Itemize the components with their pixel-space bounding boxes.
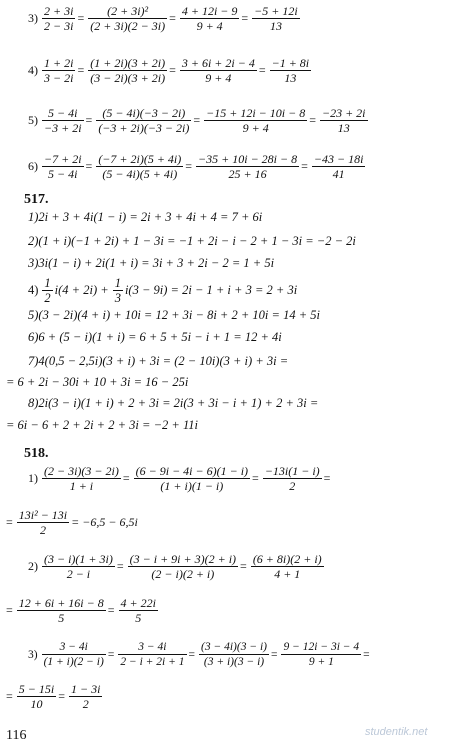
equation-line: 6)6 + (5 − i)(1 + i) = 6 + 5 + 5i − i + 1 = 12 + 4i <box>28 330 282 344</box>
numerator: 1 − 3i <box>71 682 101 696</box>
equation-row <box>6 682 104 711</box>
fraction <box>281 640 361 669</box>
expression: i(4 + 2i) + <box>54 283 109 297</box>
equation-row <box>6 508 140 537</box>
denominator: 5 − 4i <box>48 167 78 181</box>
equals-sign: = <box>323 471 331 485</box>
numerator: 3 − 4i <box>42 640 106 655</box>
equals-sign: = <box>363 648 370 661</box>
fraction <box>119 596 158 625</box>
denominator: 9 + 4 <box>196 19 223 33</box>
denominator: 3 <box>114 291 121 305</box>
equation-row <box>28 152 367 181</box>
denominator: 2 <box>39 523 46 537</box>
numerator: 2 + 3i <box>44 4 74 18</box>
equation-line: = 6 + 2i − 30i + 10 + 3i = 16 − 25i <box>6 375 189 389</box>
fraction <box>42 4 75 33</box>
denominator: (3 + i)(3 − i) <box>203 656 265 668</box>
fraction <box>17 596 106 625</box>
equation-row <box>28 106 370 135</box>
denominator: 5 <box>135 611 142 625</box>
numerator: (5 − 4i)(−3 − 2i) <box>96 106 191 121</box>
numerator: (−7 + 2i)(5 + 4i) <box>98 152 182 166</box>
numerator: (3 − i)(1 + 3i) <box>44 552 113 566</box>
equals-sign: = <box>188 648 195 661</box>
numerator: 1 <box>44 276 51 290</box>
fraction <box>42 152 84 181</box>
equals-sign: = <box>309 113 316 127</box>
fraction <box>42 464 121 493</box>
fraction <box>204 106 307 135</box>
denominator: 9 + 4 <box>205 71 232 85</box>
equals-sign: = <box>85 159 93 173</box>
equation-line: 3)3i(1 − i) + 2i(1 + i) = 3i + 3 + 2i − 2 = 1 + 5i <box>28 256 275 270</box>
fraction <box>42 56 75 85</box>
item-number: 5) <box>28 113 38 127</box>
fraction <box>42 552 115 581</box>
item-number: 6) <box>28 159 38 173</box>
denominator: 2 <box>82 697 89 711</box>
numerator: 4 + 12i − 9 <box>181 4 238 18</box>
item-number: 4) <box>28 63 38 77</box>
equals-sign: = <box>241 11 249 25</box>
expression: i(3 − 9i) = 2i − 1 + i + 3 = 2 + 3i <box>124 283 298 297</box>
fraction <box>196 152 299 181</box>
fraction <box>96 152 183 181</box>
numerator: (3 − i + 9i + 3)(2 + i) <box>129 552 237 566</box>
denominator: 10 <box>30 697 43 711</box>
denominator: 2 − i <box>66 567 91 581</box>
fraction <box>252 4 300 33</box>
numerator: (6 − 9i − 4i − 6)(1 − i) <box>135 464 249 478</box>
fraction <box>69 682 102 711</box>
equation-line: 1)2i + 3 + 4i(1 − i) = 2i + 3 + 4i + 4 = 7 + 6i <box>28 210 263 224</box>
numerator: −15 + 12i − 10i − 8 <box>206 106 306 120</box>
item-number: 4) <box>28 283 39 297</box>
numerator: (1 + 2i)(3 + 2i) <box>90 56 166 70</box>
numerator: (6 + 8i)(2 + i) <box>252 552 322 566</box>
denominator: 2 <box>44 291 51 305</box>
denominator: 1 + i <box>69 479 94 493</box>
equals-sign: = <box>116 559 124 573</box>
denominator: (5 − 4i)(5 + 4i) <box>102 167 178 181</box>
equation-row <box>28 4 302 33</box>
fraction <box>96 106 191 135</box>
equals-sign: = <box>6 515 13 529</box>
fraction-one-half <box>42 276 52 305</box>
equals-sign: = <box>185 159 193 173</box>
fraction <box>17 508 69 537</box>
numerator: −23 + 2i <box>321 106 366 120</box>
fraction <box>270 56 312 85</box>
denominator: 13 <box>337 121 350 135</box>
watermark: studentik.net <box>365 726 428 738</box>
denominator: (3 − 2i)(3 + 2i) <box>90 71 166 85</box>
fraction <box>251 552 324 581</box>
equals-sign: = <box>169 11 176 25</box>
denominator: 9 + 4 <box>242 121 269 135</box>
item-number: 2) <box>28 559 38 573</box>
exercise-518-heading: 518. <box>24 446 49 461</box>
equation-row <box>28 56 313 85</box>
equals-sign: = <box>193 113 201 127</box>
item-number: 3) <box>28 11 38 25</box>
equation-line: = 6i − 6 + 2 + 2i + 2 + 3i = −2 + 11i <box>6 418 199 432</box>
equals-sign: = <box>301 159 308 173</box>
numerator: −43 − 18i <box>313 152 364 166</box>
denominator: (2 + 3i)(2 − 3i) <box>90 19 166 33</box>
fraction <box>180 56 257 85</box>
item-number: 1) <box>28 471 38 485</box>
equals-sign: = <box>122 471 130 485</box>
numerator: −7 + 2i <box>44 152 82 166</box>
fraction <box>42 106 84 135</box>
equals-sign: = <box>107 603 115 617</box>
numerator: 5 − 4i <box>42 106 84 121</box>
equation-line: 7)4(0,5 − 2,5i)(3 + i) + 3i = (2 − 10i)(3 + i) + 3i = <box>28 354 289 368</box>
numerator: −35 + 10i − 28i − 8 <box>198 152 298 166</box>
page-number: 116 <box>6 728 27 743</box>
numerator: (2 + 3i)² <box>88 4 167 19</box>
numerator: 3 − 4i <box>118 640 186 655</box>
fraction-one-third <box>113 276 123 305</box>
denominator: 3 − 2i <box>44 71 74 85</box>
numerator: 3 + 6i + 2i − 4 <box>181 56 255 70</box>
numerator: −1 + 8i <box>271 56 310 70</box>
denominator: 25 + 16 <box>228 167 267 181</box>
fraction <box>128 552 238 581</box>
numerator: 1 + 2i <box>44 56 74 70</box>
denominator: (1 + i)(1 − i) <box>160 479 224 493</box>
fraction <box>320 106 368 135</box>
equals-sign: = <box>252 471 259 485</box>
denominator: −3 + 2i <box>44 121 82 135</box>
equals-sign: = <box>270 648 278 661</box>
fraction <box>312 152 366 181</box>
denominator: 5 <box>58 611 65 625</box>
numerator: −5 + 12i <box>254 4 298 18</box>
denominator: 13 <box>284 71 297 85</box>
numerator: 4 + 22i <box>120 596 156 610</box>
denominator: 2 <box>289 479 296 493</box>
equals-sign: = <box>77 63 85 77</box>
denominator: (−3 + 2i)(−3 − 2i) <box>98 121 190 135</box>
equals-sign: = <box>169 63 176 77</box>
fraction <box>199 640 269 669</box>
numerator: −13i(1 − i) <box>264 464 320 478</box>
fraction <box>17 682 56 711</box>
numerator: 13i² − 13i <box>18 508 68 522</box>
denominator: 9 + 1 <box>308 656 334 668</box>
denominator: 41 <box>332 167 345 181</box>
fraction <box>263 464 322 493</box>
equation-line: 8)2i(3 − i)(1 + i) + 2 + 3i = 2i(3 + 3i − i + 1) + 2 + 3i = <box>28 396 319 410</box>
fraction <box>180 4 240 33</box>
denominator: 4 + 1 <box>274 567 301 581</box>
equals-sign: = <box>240 559 247 573</box>
equals-sign: = <box>107 648 115 661</box>
equals-sign: = <box>6 603 13 617</box>
equals-sign: = <box>77 11 85 25</box>
expression: = −6,5 − 6,5i <box>71 515 138 529</box>
denominator: 13 <box>269 19 282 33</box>
denominator: 2 − i + 2i + 1 <box>120 656 185 668</box>
equation-row <box>28 640 372 669</box>
denominator: 2 − 3i <box>44 19 74 33</box>
denominator: (1 + i)(2 − i) <box>43 656 104 668</box>
equals-sign: = <box>258 63 266 77</box>
item-number: 3) <box>28 648 38 661</box>
equals-sign: = <box>6 689 13 703</box>
fraction <box>88 56 167 85</box>
equation-row <box>6 596 160 625</box>
numerator: 1 <box>114 276 121 290</box>
denominator: (2 − i)(2 + i) <box>151 567 215 581</box>
equation-row <box>28 276 299 305</box>
fraction <box>42 640 106 669</box>
fraction <box>134 464 250 493</box>
numerator: 9 − 12i − 3i − 4 <box>283 641 360 653</box>
equation-line: 2)(1 + i)(−1 + 2i) + 1 − 3i = −1 + 2i − i − 2 + 1 − 3i = −2 − 2i <box>28 234 356 248</box>
fraction <box>118 640 186 669</box>
numerator: (3 − 4i)(3 − i) <box>201 641 267 653</box>
equals-sign: = <box>58 689 65 703</box>
equation-row <box>28 552 326 581</box>
equation-row <box>28 464 332 493</box>
equation-line: 5)(3 − 2i)(4 + i) + 10i = 12 + 3i − 8i + 2 + 10i = 14 + 5i <box>28 308 320 322</box>
numerator: 5 − 15i <box>18 682 55 696</box>
numerator: 12 + 6i + 16i − 8 <box>18 596 104 610</box>
fraction <box>88 4 167 33</box>
exercise-517-heading: 517. <box>24 192 49 207</box>
numerator: (2 − 3i)(3 − 2i) <box>44 464 119 478</box>
equals-sign: = <box>85 113 93 127</box>
